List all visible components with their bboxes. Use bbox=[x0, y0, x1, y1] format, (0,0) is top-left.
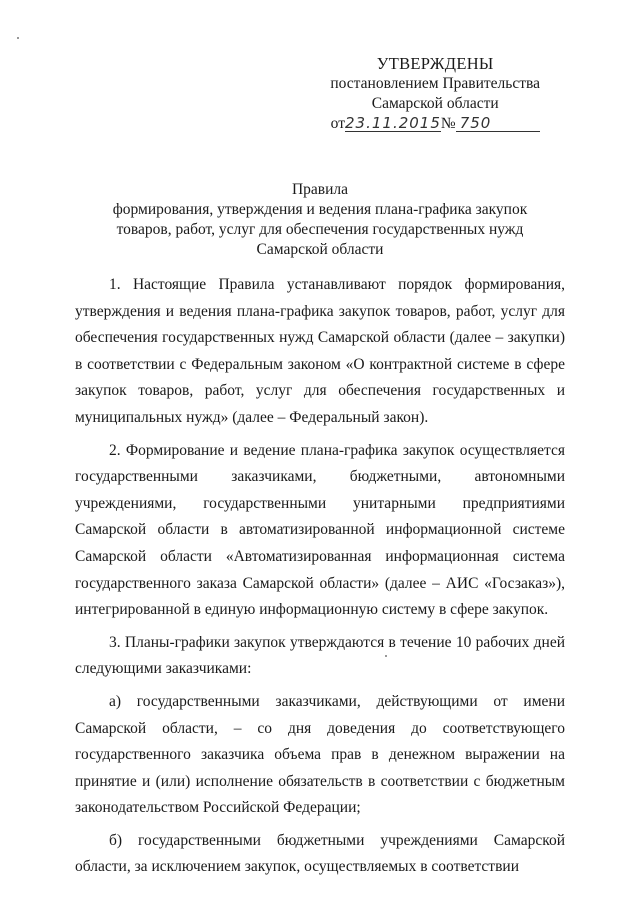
approval-heading: УТВЕРЖДЕНЫ bbox=[376, 54, 494, 73]
approval-number: 750 bbox=[456, 115, 540, 132]
paragraph-1: 1. Настоящие Правила устанавливают порядок формирования, утверждения и ведения плана-графика закупок товаров, работ, услуг для обеспечения государственных нужд Самарской области (далее – закупки) в соответствии с Федеральным законом «О контрактной системе в сфере закупок товаров, работ, услуг для обеспечения государственных и муниципальных нужд» (далее – Федеральный закон). bbox=[75, 276, 565, 426]
paragraph-3a: а) государственными заказчиками, действующими от имени Самарской области, – со дня доведения до соответствующего государственного заказчика объема прав в денежном выражении на принятие и (или) исполнение обязательств в соответствии с бюджетным законодательством Российской Федерации; bbox=[75, 692, 565, 817]
approval-date-number-line bbox=[330, 114, 540, 134]
paragraph-3b: б) государственными бюджетными учреждениями Самарской области, за исключением закупок, осуществляемых в соответствии bbox=[75, 831, 565, 876]
approval-region: Самарской области bbox=[371, 95, 499, 112]
approval-prefix: от bbox=[330, 115, 345, 132]
document-title bbox=[0, 180, 640, 260]
approval-authority: постановлением Правительства bbox=[330, 75, 540, 92]
approval-stamp-block bbox=[330, 54, 540, 134]
document-body bbox=[75, 272, 565, 881]
paragraph-2: 2. Формирование и ведение плана-графика закупок осуществляется государственными заказчиками, бюджетными, автономными учреждениями, государственными унитарными предприятиями Самарской области в автоматизированной информационной системе Самарской области «Автоматизированная информационная система государственного заказа Самарской области» (далее – АИС «Госзаказ»), интегрированной в единую информационную систему в сфере закупок. bbox=[75, 441, 565, 619]
title-line-2: формирования, утверждения и ведения плана-графика закупок bbox=[112, 201, 528, 218]
title-line-3: товаров, работ, услуг для обеспечения государственных нужд bbox=[116, 221, 524, 238]
scan-speck bbox=[17, 37, 19, 39]
title-line-1: Правила bbox=[291, 181, 349, 198]
paragraph-3: 3. Планы-графики закупок утверждаются в течение 10 рабочих дней следующими заказчиками: bbox=[75, 633, 565, 678]
title-line-4: Самарской области bbox=[256, 241, 384, 258]
approval-date: 23.11.2015 bbox=[345, 114, 441, 132]
approval-number-sign: № bbox=[440, 115, 456, 132]
